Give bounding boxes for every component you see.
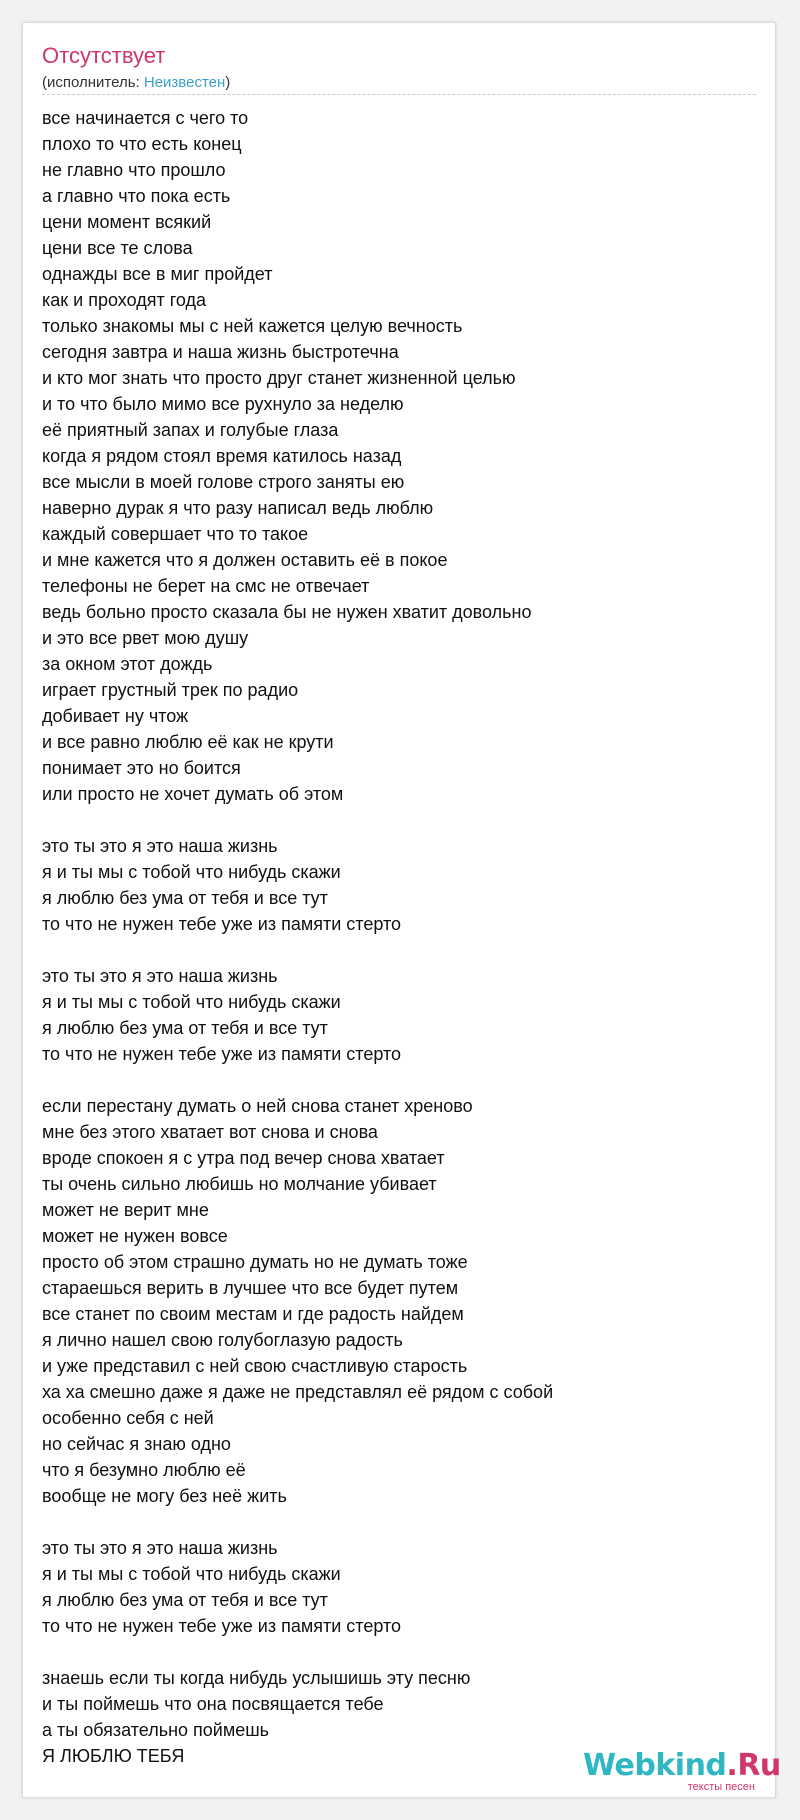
lyric-line: знаешь если ты когда нибудь услышишь эту песню — [42, 1668, 471, 1688]
lyric-line: вроде спокоен я с утра под вечер снова хватает — [42, 1148, 445, 1168]
lyric-line: ха ха смешно даже я даже не представлял её рядом с собой — [42, 1382, 554, 1402]
site-logo[interactable] — [583, 1748, 781, 1793]
logo-brand: Webkind — [583, 1748, 727, 1783]
stanza-gap — [42, 1639, 553, 1665]
lyric-line: я люблю без ума от тебя и все тут — [42, 888, 328, 908]
lyric-line: я люблю без ума от тебя и все тут — [42, 1018, 328, 1038]
performer-link[interactable]: Неизвестен — [143, 74, 226, 91]
lyric-line: то что не нужен тебе уже из памяти стерто — [42, 914, 402, 934]
lyric-line: только знакомы мы с ней кажется целую вечность — [42, 316, 463, 336]
lyric-line: что я безумно люблю её — [42, 1460, 246, 1480]
lyric-line: ведь больно просто сказала бы не нужен хватит довольно — [42, 602, 532, 622]
lyric-line: я и ты мы с тобой что нибудь скажи — [42, 992, 341, 1012]
title-divider — [42, 94, 756, 95]
lyric-line: когда я рядом стоял время катилось назад — [42, 446, 402, 466]
lyric-line: каждый совершает что то такое — [42, 524, 309, 544]
lyric-line: я и ты мы с тобой что нибудь скажи — [42, 1564, 341, 1584]
song-title: Отсутствует — [42, 43, 166, 68]
lyric-line: наверно дурак я что разу написал ведь люблю — [42, 498, 434, 518]
logo-tld: .Ru — [726, 1748, 781, 1783]
performer-line — [42, 73, 230, 93]
lyric-line: плохо то что есть конец — [42, 134, 242, 154]
lyric-line: а ты обязательно поймешь — [42, 1720, 270, 1740]
lyric-line: может не верит мне — [42, 1200, 209, 1220]
lyric-line: ты очень сильно любишь но молчание убивает — [42, 1174, 437, 1194]
lyric-line: это ты это я это наша жизнь — [42, 836, 278, 856]
lyric-line: играет грустный трек по радио — [42, 680, 299, 700]
logo-tagline: тексты песен — [687, 1781, 755, 1793]
lyric-line: и ты поймешь что она посвящается тебе — [42, 1694, 384, 1714]
lyric-line: телефоны не берет на смс не отвечает — [42, 576, 370, 596]
lyric-line: или просто не хочет думать об этом — [42, 784, 344, 804]
lyric-line: и то что было мимо все рухнуло за неделю — [42, 394, 404, 414]
lyric-line: если перестану думать о ней снова станет хреново — [42, 1096, 473, 1116]
lyric-line: понимает это но боится — [42, 758, 241, 778]
lyric-line: цени момент всякий — [42, 212, 212, 232]
lyric-line: не главно что прошло — [42, 160, 226, 180]
lyric-line: стараешься верить в лучшее что все будет путем — [42, 1278, 459, 1298]
lyric-line: может не нужен вовсе — [42, 1226, 228, 1246]
lyric-line: однажды все в миг пройдет — [42, 264, 273, 284]
lyric-line: и это все рвет мою душу — [42, 628, 249, 648]
logo-wordmark — [583, 1749, 781, 1783]
lyric-line: то что не нужен тебе уже из памяти стерто — [42, 1616, 402, 1636]
stanza-gap — [42, 807, 553, 833]
lyric-line: сегодня завтра и наша жизнь быстротечна — [42, 342, 399, 362]
lyric-line: Я ЛЮБЛЮ ТЕБЯ — [42, 1746, 185, 1766]
lyric-line: то что не нужен тебе уже из памяти стерто — [42, 1044, 402, 1064]
lyric-line: все мысли в моей голове строго заняты ею — [42, 472, 405, 492]
lyric-line: все станет по своим местам и где радость найдем — [42, 1304, 464, 1324]
lyric-line: а главно что пока есть — [42, 186, 231, 206]
lyric-line: это ты это я это наша жизнь — [42, 966, 278, 986]
stanza-gap — [42, 937, 553, 963]
performer-suffix: ) — [225, 74, 231, 91]
lyric-line: её приятный запах и голубые глаза — [42, 420, 339, 440]
lyric-line: я лично нашел свою голубоглазую радость — [42, 1330, 403, 1350]
lyric-line: и уже представил с ней свою счастливую старость — [42, 1356, 468, 1376]
lyric-line: я люблю без ума от тебя и все тут — [42, 1590, 328, 1610]
stanza-gap — [42, 1067, 553, 1093]
lyric-line: цени все те слова — [42, 238, 193, 258]
lyric-line: и кто мог знать что просто друг станет жизненной целью — [42, 368, 516, 388]
lyric-line: добивает ну чтож — [42, 706, 189, 726]
lyric-line: просто об этом страшно думать но не думать тоже — [42, 1252, 468, 1272]
lyric-line: но сейчас я знаю одно — [42, 1434, 231, 1454]
lyric-line: я и ты мы с тобой что нибудь скажи — [42, 862, 341, 882]
lyric-line: и мне кажется что я должен оставить её в покое — [42, 550, 448, 570]
lyric-line: особенно себя с ней — [42, 1408, 214, 1428]
lyric-line: и все равно люблю её как не крути — [42, 732, 334, 752]
stanza-gap — [42, 1509, 553, 1535]
lyric-line: за окном этот дождь — [42, 654, 213, 674]
lyric-line: вообще не могу без неё жить — [42, 1486, 287, 1506]
lyrics-text — [42, 105, 553, 1769]
lyric-line: все начинается с чего то — [42, 108, 249, 128]
performer-prefix: (исполнитель: — [42, 74, 144, 91]
lyric-line: мне без этого хватает вот снова и снова — [42, 1122, 378, 1142]
lyric-line: это ты это я это наша жизнь — [42, 1538, 278, 1558]
lyrics-card — [22, 22, 781, 1798]
lyric-line: как и проходят года — [42, 290, 206, 310]
